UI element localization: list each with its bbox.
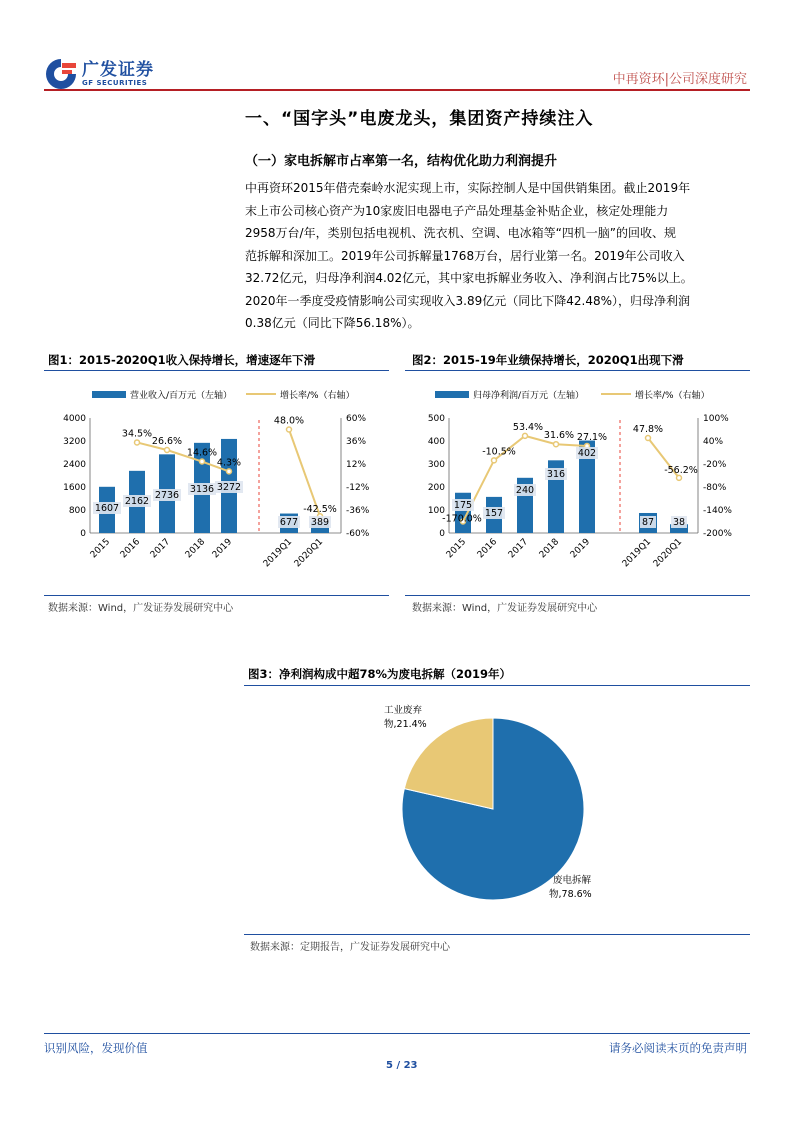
- bar-value-label: 389: [310, 517, 330, 528]
- bar-value-label: 87: [641, 517, 655, 528]
- logo: [44, 57, 174, 93]
- x-tick-label: 2019: [568, 537, 593, 561]
- fig2-source: 数据来源：Wind，广发证券发展研究中心: [412, 603, 598, 614]
- pie-label-line: 物,78.6%: [549, 889, 592, 900]
- y-right-tick-label: 40%: [703, 437, 724, 447]
- legend-bar-label: 归母净利润/百万元（左轴）: [473, 391, 585, 401]
- y-right-tick-label: -60%: [346, 529, 370, 539]
- header-right: 中再资环|公司深度研究: [612, 72, 747, 87]
- fig2-top-rule: [405, 370, 750, 371]
- y-right-tick-label: -140%: [703, 506, 732, 516]
- bar-value-label: 3272: [216, 482, 242, 493]
- bar-value-label: 1607: [94, 503, 120, 514]
- growth-point: [200, 459, 205, 464]
- x-tick-label: 2019: [210, 537, 235, 561]
- fig1-source: 数据来源：Wind，广发证券发展研究中心: [48, 603, 234, 614]
- fig3-chart: [244, 688, 750, 933]
- bar-value-label: 157: [484, 508, 504, 519]
- growth-value-label: -10.5%: [482, 446, 516, 458]
- fig3-source: 数据来源：定期报告，广发证券发展研究中心: [250, 942, 450, 953]
- x-tick-label: 2015: [88, 537, 113, 561]
- fig1-title: 图1：2015-2020Q1收入保持增长，增速逐年下滑: [48, 353, 316, 367]
- growth-point: [523, 433, 528, 438]
- section-title: 一、“国字头”电废龙头，集团资产持续注入: [245, 109, 594, 129]
- fig1-bottom-rule: [44, 595, 389, 596]
- bar-value-label: 175: [453, 500, 473, 511]
- y-left-tick-label: 2400: [63, 460, 86, 470]
- x-tick-label: 2020Q1: [651, 537, 685, 570]
- y-right-tick-label: -20%: [703, 460, 727, 470]
- bar-value-label: 38: [672, 517, 686, 528]
- paragraph-line: 2020年一季度受疫情影响公司实现收入3.89亿元（同比下降42.48%），归母净利润: [245, 293, 691, 308]
- header-divider: [44, 89, 750, 91]
- logo-subtext: GF SECURITIES: [82, 79, 148, 87]
- x-tick-label: 2017: [506, 537, 531, 561]
- growth-point: [287, 427, 292, 432]
- fig2-bottom-rule: [405, 595, 750, 596]
- legend-bar-label: 营业收入/百万元（左轴）: [130, 391, 233, 401]
- growth-value-label: 26.6%: [151, 436, 183, 448]
- legend-bar-swatch: [435, 391, 469, 398]
- fig3-bottom-rule: [244, 934, 750, 935]
- x-tick-label: 2016: [475, 537, 500, 561]
- growth-point: [165, 448, 170, 453]
- bar-value-label: 240: [515, 485, 535, 496]
- growth-value-label: -170.0%: [442, 513, 482, 525]
- growth-value-label: 53.4%: [512, 421, 544, 433]
- bar-value-label: 2162: [124, 496, 150, 507]
- y-left-tick-label: 0: [439, 529, 445, 539]
- y-right-tick-label: 36%: [346, 437, 367, 447]
- y-left-tick-label: 100: [427, 506, 445, 516]
- growth-value-label: 47.8%: [632, 424, 664, 436]
- growth-value-label: 27.1%: [576, 431, 608, 443]
- body-paragraph: [245, 177, 750, 335]
- fig1-top-rule: [44, 370, 389, 371]
- x-tick-label: 2016: [118, 537, 143, 561]
- growth-value-label: 48.0%: [273, 415, 305, 427]
- y-left-tick-label: 1600: [63, 483, 86, 493]
- growth-line: [289, 430, 320, 517]
- y-left-tick-label: 4000: [63, 414, 86, 424]
- footer-right: 请务必阅读末页的免责声明: [609, 1041, 747, 1055]
- growth-value-label: -56.2%: [664, 464, 698, 476]
- bar-value-label: 677: [279, 517, 299, 528]
- y-left-tick-label: 500: [427, 414, 445, 424]
- x-tick-label: 2017: [148, 537, 173, 561]
- paragraph-line: 0.38亿元（同比下降56.18%）。: [245, 316, 420, 330]
- y-right-tick-label: -80%: [703, 483, 727, 493]
- y-right-tick-label: -36%: [346, 506, 370, 516]
- fig2-chart: [405, 372, 750, 592]
- y-right-tick-label: 12%: [346, 460, 367, 470]
- legend-line-label: 增长率/%（右轴）: [635, 391, 710, 401]
- legend-bar-swatch: [92, 391, 126, 398]
- x-tick-label: 2020Q1: [292, 537, 326, 570]
- y-left-tick-label: 300: [427, 460, 445, 470]
- fig3-title: 图3：净利润构成中超78%为废电拆解（2019年）: [248, 667, 512, 681]
- paragraph-line: 中再资环2015年借壳秦岭水泥实现上市，实际控制人是中国供销集团。截止2019年: [245, 181, 691, 195]
- growth-value-label: 14.6%: [186, 447, 218, 459]
- growth-value-label: 31.6%: [543, 430, 575, 442]
- bar-value-label: 402: [577, 448, 597, 459]
- fig3-top-rule: [244, 685, 750, 686]
- x-tick-label: 2019Q1: [620, 537, 654, 570]
- pie-label-line: 物,21.4%: [384, 719, 427, 730]
- growth-value-label: 34.5%: [121, 428, 153, 440]
- x-tick-label: 2019Q1: [261, 537, 295, 570]
- y-right-tick-label: 60%: [346, 414, 367, 424]
- growth-value-label: -42.5%: [303, 504, 337, 516]
- pie-label-line: 工业废弃: [384, 705, 423, 716]
- pie-slice-label: [549, 874, 592, 900]
- page-number: 5 / 23: [386, 1060, 418, 1071]
- pie-slice-label: [384, 704, 427, 730]
- footer-divider: [44, 1033, 750, 1034]
- paragraph-line: 32.72亿元，归母净利润4.02亿元，其中家电拆解业务收入、净利润占比75%以上。: [245, 271, 693, 285]
- paragraph-line: 范拆解和深加工。2019年公司拆解量1768万台，居行业第一名。2019年公司收入: [245, 248, 685, 263]
- y-right-tick-label: -200%: [703, 529, 732, 539]
- x-tick-label: 2018: [537, 537, 562, 561]
- growth-point: [646, 436, 651, 441]
- growth-point: [135, 440, 140, 445]
- paragraph-line: 2958万台/年，类别包括电视机、洗衣机、空调、电冰箱等“四机一脑”的回收、规: [245, 226, 677, 240]
- bar-value-label: 2736: [154, 490, 180, 501]
- y-left-tick-label: 400: [427, 437, 445, 447]
- y-left-tick-label: 200: [427, 483, 445, 493]
- growth-point: [554, 442, 559, 447]
- footer-left: 识别风险，发现价值: [44, 1041, 148, 1055]
- y-left-tick-label: 3200: [63, 437, 86, 447]
- y-right-tick-label: 100%: [703, 414, 729, 424]
- logo-mark-icon: [44, 57, 78, 89]
- growth-point: [227, 469, 232, 474]
- growth-point: [492, 458, 497, 463]
- pie-label-line: 废电拆解: [553, 875, 592, 886]
- x-tick-label: 2015: [444, 537, 469, 561]
- growth-value-label: 4.3%: [216, 457, 242, 469]
- fig2-title: 图2：2015-19年业绩保持增长，2020Q1出现下滑: [412, 353, 684, 367]
- subsection-title: （一）家电拆解市占率第一名，结构优化助力利润提升: [245, 154, 558, 169]
- logo-text: 广发证券: [82, 60, 154, 80]
- paragraph-line: 末上市公司核心资产为10家废旧电器电子产品处理基金补贴企业，核定处理能力: [245, 203, 669, 218]
- growth-point: [677, 475, 682, 480]
- bar-value-label: 316: [546, 469, 566, 480]
- x-tick-label: 2018: [183, 537, 208, 561]
- y-right-tick-label: -12%: [346, 483, 370, 493]
- y-left-tick-label: 0: [80, 529, 86, 539]
- legend-line-label: 增长率/%（右轴）: [280, 391, 355, 401]
- y-left-tick-label: 800: [68, 506, 86, 516]
- fig1-chart: [44, 372, 389, 592]
- bar-value-label: 3136: [189, 484, 215, 495]
